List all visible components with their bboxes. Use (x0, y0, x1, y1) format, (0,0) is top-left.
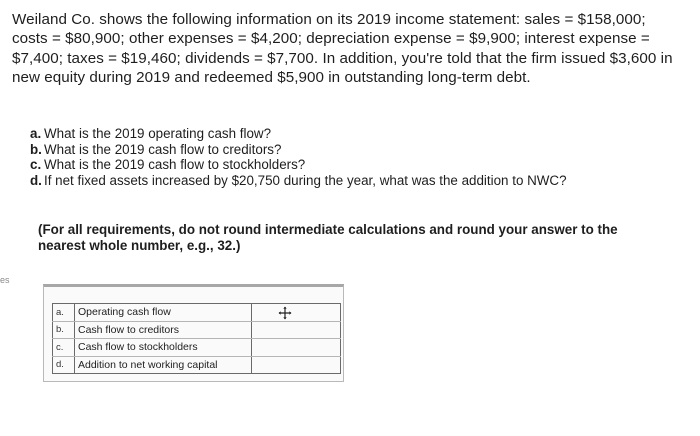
problem-text: Weiland Co. shows the following information on its 2019 income statement: sales = $158,000; costs = $80,900; other expenses = $4,200; depreciation expense = $9,900; interest expense = $7,400; taxes = $19,460; dividends = $7,700. In addition, you're told that the firm issued $3,600 in new equity during 2019 and redeemed $5,900 in outstanding long-term debt. (12, 11, 673, 87)
cash-flow-to-stockholders-input[interactable] (252, 339, 340, 355)
addition-to-nwc-input-cell[interactable] (252, 356, 341, 374)
row-label: Addition to net working capital (75, 356, 252, 374)
table-row (53, 304, 341, 322)
table-row (53, 356, 341, 374)
cash-flow-to-creditors-input-cell[interactable] (252, 321, 341, 339)
question-letter: d. (30, 172, 42, 188)
cash-flow-to-stockholders-input-cell[interactable] (252, 339, 341, 357)
rounding-note: (For all requirements, do not round intermediate calculations and round your answer to the nearest whole number, e.g., 32.) (38, 222, 618, 253)
operating-cash-flow-input-cell[interactable] (252, 304, 341, 322)
question-a (30, 126, 650, 142)
row-letter: c. (53, 339, 75, 357)
question-letter: a. (30, 126, 42, 141)
operating-cash-flow-input[interactable] (252, 304, 340, 320)
question-d (30, 173, 650, 189)
question-letter: c. (30, 157, 42, 173)
cash-flow-to-creditors-input[interactable] (252, 322, 340, 338)
row-label: Cash flow to stockholders (75, 339, 252, 357)
row-letter: b. (53, 321, 75, 339)
addition-to-nwc-input[interactable] (252, 357, 340, 373)
question-b (30, 142, 650, 158)
row-label: Cash flow to creditors (75, 321, 252, 339)
problem-statement (12, 10, 680, 88)
question-list (30, 126, 650, 188)
question-text: What is the 2019 cash flow to creditors? (44, 141, 282, 157)
answer-table (52, 303, 341, 374)
edge-mark: es (0, 275, 10, 285)
row-letter: a. (53, 304, 75, 322)
question-text: If net fixed assets increased by $20,750 during the year, what was the addition to NWC? (44, 172, 567, 188)
question-text: What is the 2019 cash flow to stockholders? (44, 157, 306, 173)
table-row (53, 339, 341, 357)
row-label: Operating cash flow (75, 304, 252, 322)
move-cursor-icon (278, 306, 292, 320)
question-text: What is the 2019 operating cash flow? (44, 126, 272, 141)
question-c (30, 157, 650, 173)
answer-panel (43, 284, 344, 382)
table-row (53, 321, 341, 339)
row-letter: d. (53, 356, 75, 374)
question-letter: b. (30, 141, 42, 157)
